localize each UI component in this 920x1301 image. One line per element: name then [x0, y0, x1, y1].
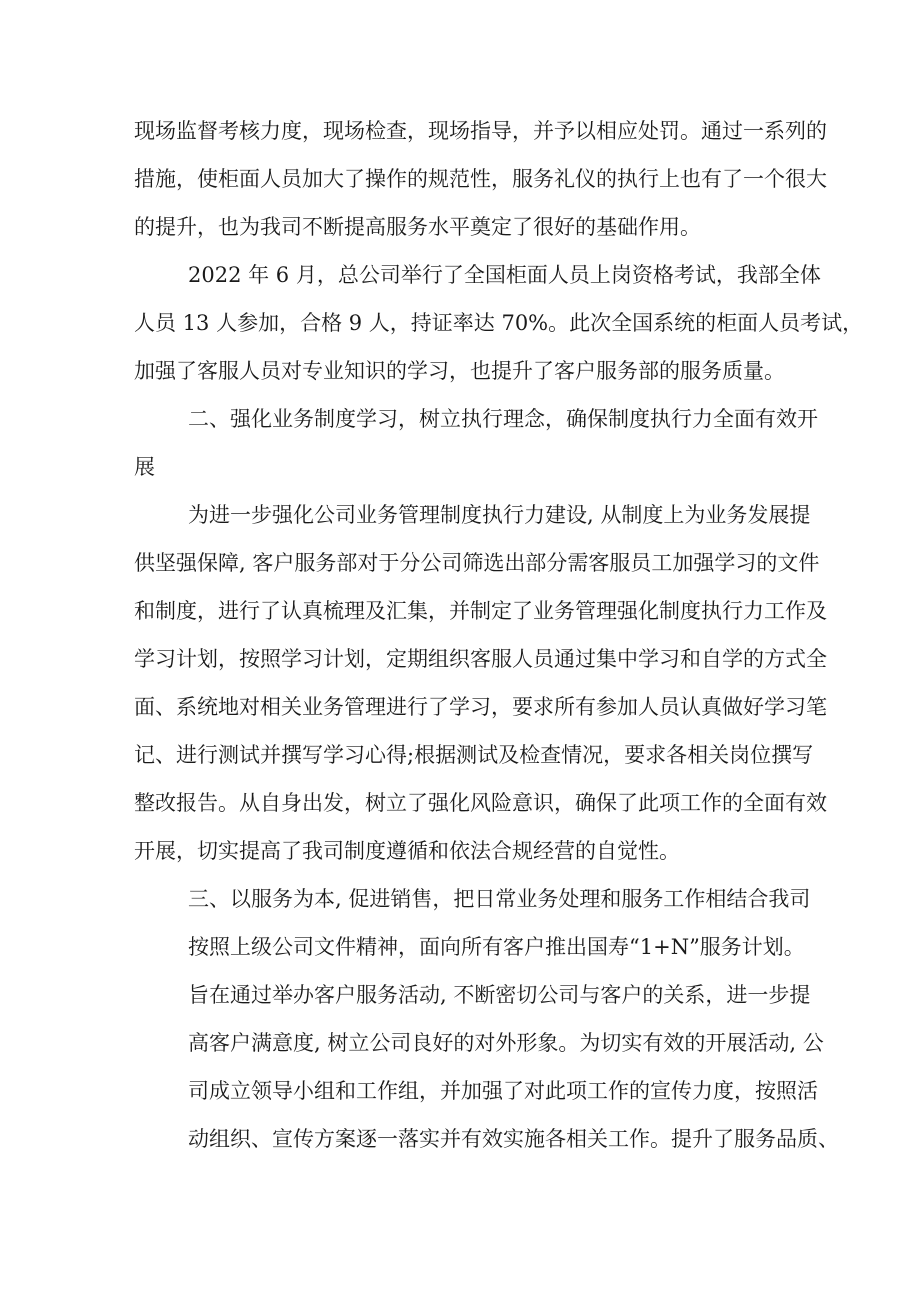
text-line: 为进一步强化公司业务管理制度执行力建设, 从制度上为业务发展提 — [188, 503, 811, 527]
text-line: 现场监督考核力度，现场检查，现场指导，并予以相应处罚。通过一系列的 — [134, 119, 827, 143]
text-line: 学习计划，按照学习计划，定期组织客服人员通过集中学习和自学的方式全 — [134, 647, 827, 671]
text-line: 供坚强保障, 客户服务部对于分公司筛选出部分需客服员工加强学习的文件 — [134, 551, 820, 575]
section-heading: 二、强化业务制度学习，树立执行理念，确保制度执行力全面有效开 — [188, 407, 818, 431]
text-line: 按照上级公司文件精神，面向所有客户推出国寿“1+N”服务计划。 — [188, 935, 805, 959]
text-line: 司成立领导小组和工作组，并加强了对此项工作的宣传力度，按照活 — [188, 1079, 818, 1103]
text-line: 面、系统地对相关业务管理进行了学习，要求所有参加人员认真做好学习笔 — [134, 695, 827, 719]
text-line: 措施，使柜面人员加大了操作的规范性，服务礼仪的执行上也有了一个很大 — [134, 167, 827, 191]
section-heading: 展 — [134, 455, 155, 479]
text-line: 整改报告。从自身出发，树立了强化风险意识，确保了此项工作的全面有效 — [134, 791, 827, 815]
text-line: 人员 13 人参加，合格 9 人，持证率达 70%。此次全国系统的柜面人员考试， — [134, 311, 864, 335]
text-line: 开展，切实提高了我司制度遵循和依法合规经营的自觉性。 — [134, 839, 680, 863]
text-line: 和制度，进行了认真梳理及汇集，并制定了业务管理强化制度执行力工作及 — [134, 599, 827, 623]
text-line: 加强了客服人员对专业知识的学习，也提升了客户服务部的服务质量。 — [134, 359, 785, 383]
text-line: 记、进行测试并撰写学习心得;根据测试及检查情况，要求各相关岗位撰写 — [134, 743, 814, 767]
text-line: 高客户满意度, 树立公司良好的对外形象。为切实有效的开展活动, 公 — [188, 1031, 824, 1055]
text-line: 动组织、宣传方案逐一落实并有效实施各相关工作。提升了服务品质、 — [188, 1127, 839, 1151]
text-line: 旨在通过举办客户服务活动, 不断密切公司与客户的关系，进一步提 — [188, 983, 811, 1007]
section-heading: 三、以服务为本, 促进销售，把日常业务处理和服务工作相结合我司 — [188, 887, 811, 911]
text-line: 的提升，也为我司不断提高服务水平奠定了很好的基础作用。 — [134, 215, 701, 239]
text-line: 2022 年 6 月，总公司举行了全国柜面人员上岗资格考试，我部全体 — [188, 263, 821, 287]
